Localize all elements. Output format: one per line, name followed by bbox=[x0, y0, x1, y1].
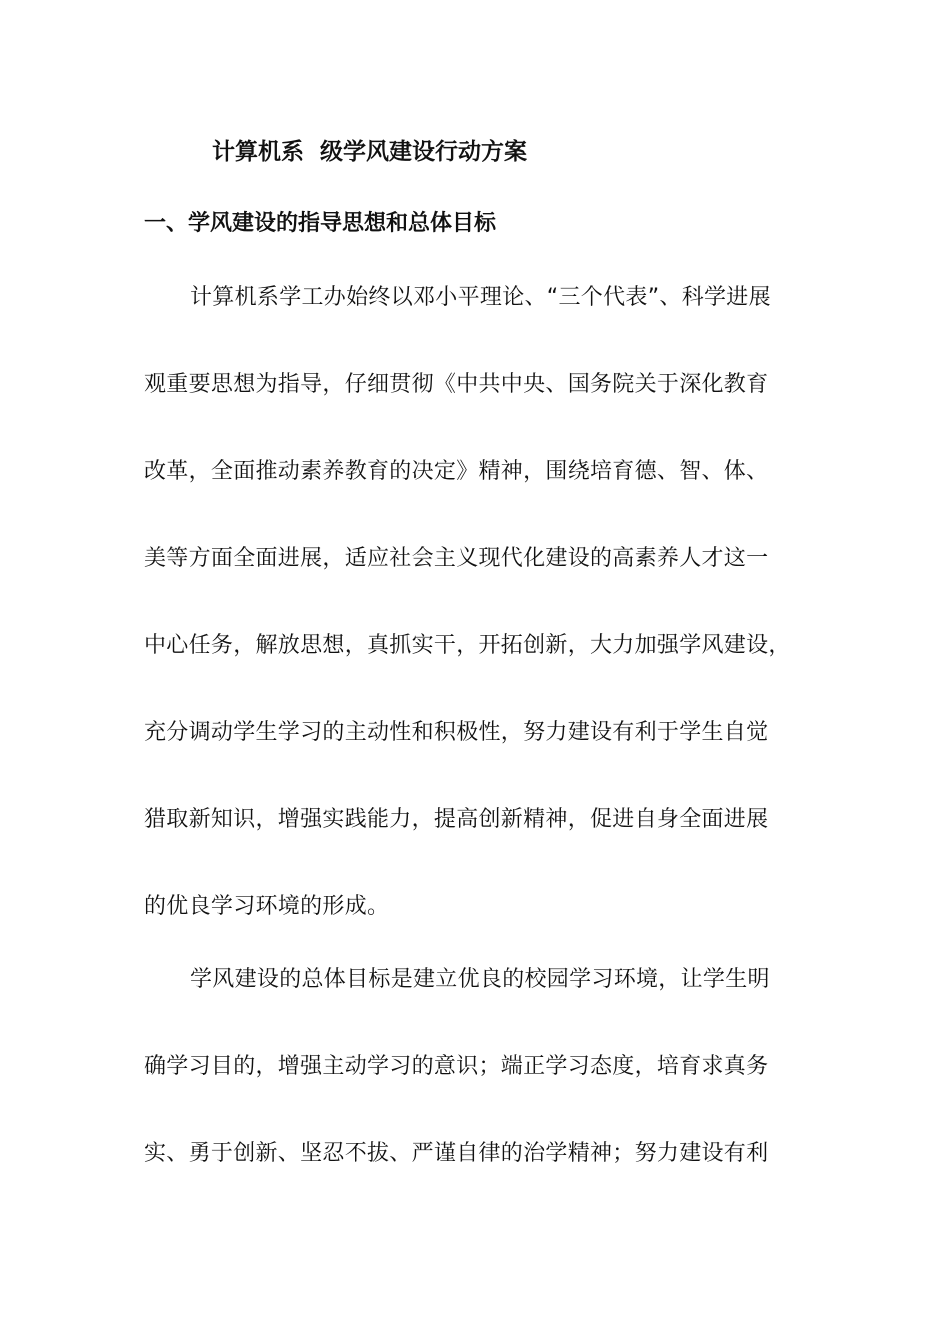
document-title: 计算机系 级学风建设行动方案 bbox=[212, 139, 528, 165]
paragraph-1-line: 中心任务，解放思想，真抓实干，开拓创新，大力加强学风建设， bbox=[144, 633, 791, 658]
paragraph-1-line: 充分调动学生学习的主动性和积极性，努力建设有利于学生自觉 bbox=[144, 720, 769, 745]
paragraph-1-line: 改革，全面推动素养教育的决定》精神，围绕培育德、智、体、 bbox=[144, 459, 769, 484]
paragraph-1-line: 的优良学习环境的形成。 bbox=[144, 894, 390, 919]
paragraph-1-line: 美等方面全面进展，适应社会主义现代化建设的高素养人才这一 bbox=[144, 546, 769, 571]
paragraph-2-line: 学风建设的总体目标是建立优良的校园学习环境，让学生明 bbox=[190, 967, 770, 992]
paragraph-1-line: 计算机系学工办始终以邓小平理论、“三个代表”、科学进展 bbox=[190, 285, 771, 310]
paragraph-1-line: 观重要思想为指导，仔细贯彻《中共中央、国务院关于深化教育 bbox=[144, 372, 769, 397]
paragraph-2-line: 实、勇于创新、坚忍不拔、严谨自律的治学精神；努力建设有利 bbox=[144, 1141, 769, 1166]
paragraph-2-line: 确学习目的，增强主动学习的意识；端正学习态度，培育求真务 bbox=[144, 1054, 769, 1079]
paragraph-1-line: 猎取新知识，增强实践能力，提高创新精神，促进自身全面进展 bbox=[144, 807, 769, 832]
section-heading: 一、学风建设的指导思想和总体目标 bbox=[144, 211, 497, 236]
